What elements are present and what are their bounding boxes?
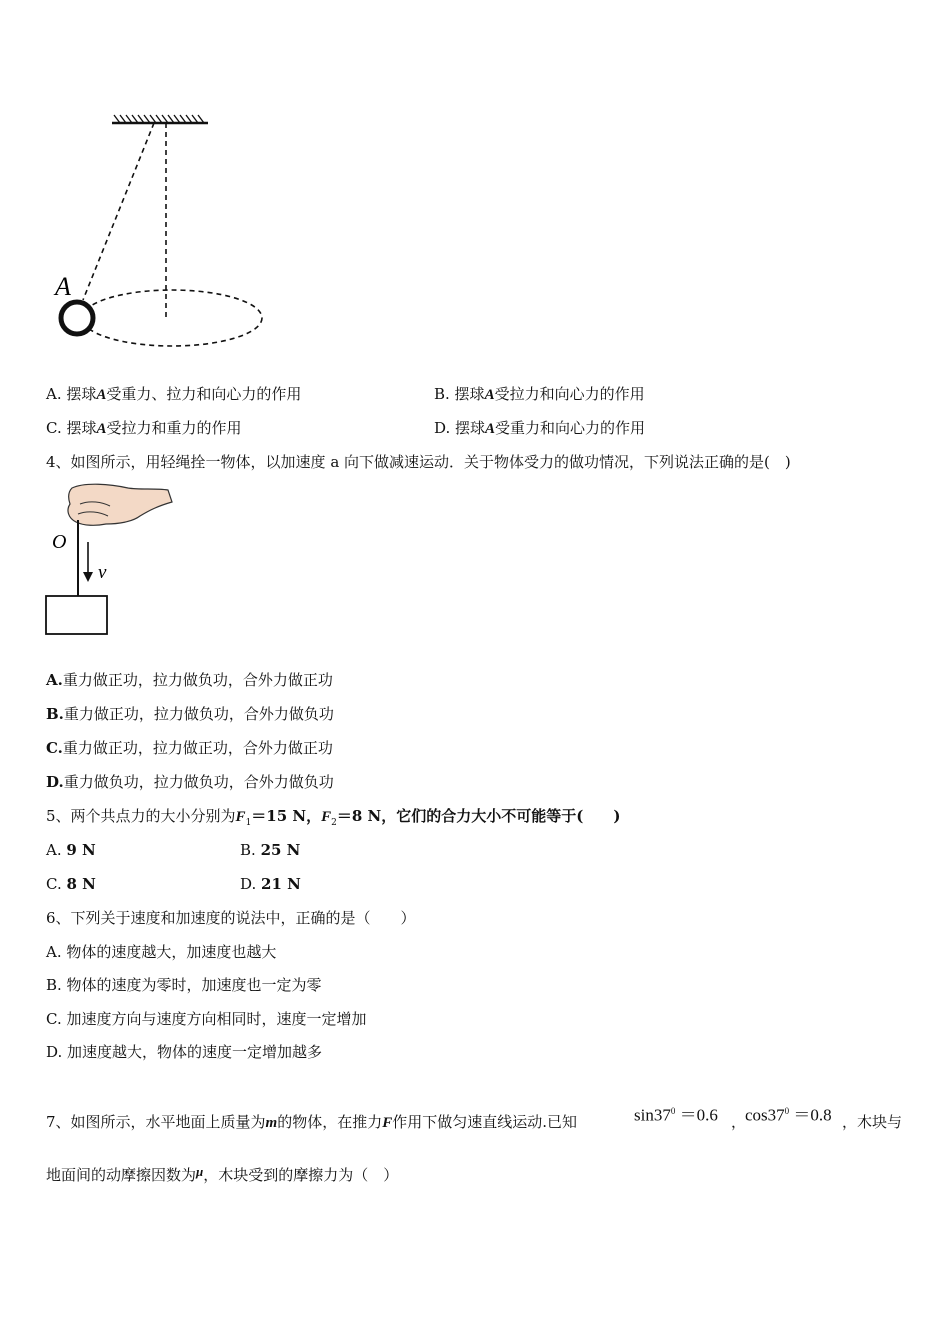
q5-stem: 5、两个共点力的大小分别为$F_1=15$ N，$F_2=8$ N，它们的合力大小不可能等于( ) [46, 807, 621, 828]
q6-option-c[interactable]: C. 加速度方向与速度方向相同时，速度一定增加 [46, 1010, 367, 1028]
q6-option-b[interactable]: B. 物体的速度为零时，加速度也一定为零 [46, 976, 322, 994]
pendulum-ball [61, 302, 93, 334]
q7-stem-line1: 7、如图所示，水平地面上质量为m的物体，在推力F作用下做匀速直线运动.已知 [46, 1113, 578, 1131]
label-O: O [52, 531, 67, 553]
q4-option-c[interactable]: C.重力做正功，拉力做正功，合外力做正功 [46, 739, 333, 757]
q4-stem: 4、如图所示，用轻绳拴一物体，以加速度 a 向下做减速运动．关于物体受力的做功情况，下列说法正确的是( ) [46, 453, 791, 471]
block [46, 596, 107, 634]
q5-option-b[interactable]: B. 25 N [240, 841, 301, 859]
hand-icon [68, 484, 172, 525]
q7-comma: ， [731, 1113, 747, 1131]
q3-option-b[interactable]: B. 摆球A受拉力和向心力的作用 [434, 385, 645, 403]
q7-cos-value: $\cos 37^0 =0.8$ [745, 1105, 832, 1125]
string-line [83, 123, 154, 300]
q7-sin-value: $\sin 37^0 =0.6$ [634, 1105, 718, 1125]
q5-option-a[interactable]: A. 9 N [46, 841, 96, 859]
q7-stem-line1-end: ，木块与 [842, 1113, 903, 1131]
q3-option-a[interactable]: A. 摆球A受重力、拉力和向心力的作用 [46, 385, 302, 403]
q7-stem-line2: 地面间的动摩擦因数为μ，木块受到的摩擦力为（ ） [46, 1164, 399, 1184]
hand-rope-block-figure [40, 480, 180, 640]
q4-option-d[interactable]: D.重力做负功，拉力做负功，合外力做负功 [46, 773, 334, 791]
label-v: v [98, 562, 107, 583]
q6-option-d[interactable]: D. 加速度越大，物体的速度一定增加越多 [46, 1043, 323, 1061]
q3-option-d[interactable]: D. 摆球A受重力和向心力的作用 [434, 419, 646, 437]
q4-option-a[interactable]: A.重力做正功，拉力做负功，合外力做正功 [46, 671, 333, 689]
q4-option-b[interactable]: B.重力做正功，拉力做负功，合外力做负功 [46, 705, 334, 723]
q5-option-d[interactable]: D. 21 N [240, 875, 301, 893]
conical-pendulum-figure [30, 105, 330, 365]
q3-option-c[interactable]: C. 摆球A受拉力和重力的作用 [46, 419, 242, 437]
q5-option-c[interactable]: C. 8 N [46, 875, 96, 893]
label-A: A [55, 272, 71, 301]
q6-option-a[interactable]: A. 物体的速度越大，加速度也越大 [46, 943, 277, 961]
q6-stem: 6、下列关于速度和加速度的说法中，正确的是（ ） [46, 909, 416, 927]
orbit-ellipse [82, 290, 262, 346]
